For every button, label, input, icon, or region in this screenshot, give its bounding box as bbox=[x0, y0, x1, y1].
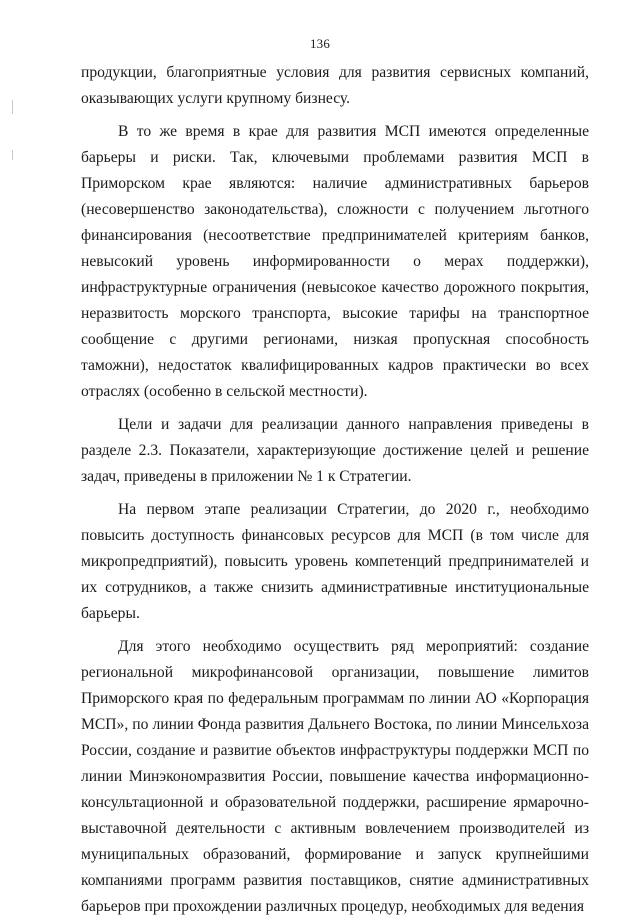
paragraph-goals: Цели и задачи для реализации данного направления приведены в разделе 2.3. Показатели, характеризующие достижение целей и решение задач, приведены в приложении № 1 к Стратегии. bbox=[81, 416, 589, 485]
paragraph-barriers: В то же время в крае для развития МСП имеются определенные барьеры и риски. Так, ключевыми проблемами развития МСП в Приморском крае являются: наличие административных барьеров (несовершенство законодательства), сложности с получением льготного финансирования (несоответствие предпринимателей критериям банков, невысокий уровень информированности о мерах поддержки), инфраструктурные ограничения (невысокое качество дорожного покрытия, неразвитость морского транспорта, высокие тарифы на транспортное сообщение с другими регионами, низкая пропускная способность таможни), недостаток квалифицированных кадров практически во всех отраслях (особенно в сельской местности). bbox=[81, 123, 589, 400]
paragraph-measures: Для этого необходимо осуществить ряд мероприятий: создание региональной микрофинансовой организации, повышение лимитов Приморского края по федеральным программам по линии АО «Корпорация МСП», по линии Фонда развития Дальнего Востока, по линии Минсельхоза России, создание и развитие объектов инфраструктуры поддержки МСП по линии Минэкономразвития России, повышение качества информационно-консультационной и образовательной поддержки, расширение ярмарочно-выставочной деятельности с активным вовлечением производителей из муниципальных образований, формирование и запуск крупнейшими компаниями программ развития поставщиков, снятие административных барьеров при прохождении различных процедур, необходимых для ведения bbox=[81, 638, 589, 915]
text-body bbox=[81, 60, 589, 920]
page-number: 136 bbox=[309, 36, 331, 51]
scan-artifact bbox=[12, 150, 13, 160]
paragraph-continuation: продукции, благоприятные условия для развития сервисных компаний, оказывающих услуги крупному бизнесу. bbox=[81, 64, 589, 107]
paragraph-first-stage: На первом этапе реализации Стратегии, до 2020 г., необходимо повысить доступность финансовых ресурсов для МСП (в том числе для микропредприятий), повысить уровень компетенций предпринимателей и их сотрудников, а также снизить административные институциональные барьеры. bbox=[81, 501, 589, 622]
scan-artifact bbox=[12, 100, 13, 114]
